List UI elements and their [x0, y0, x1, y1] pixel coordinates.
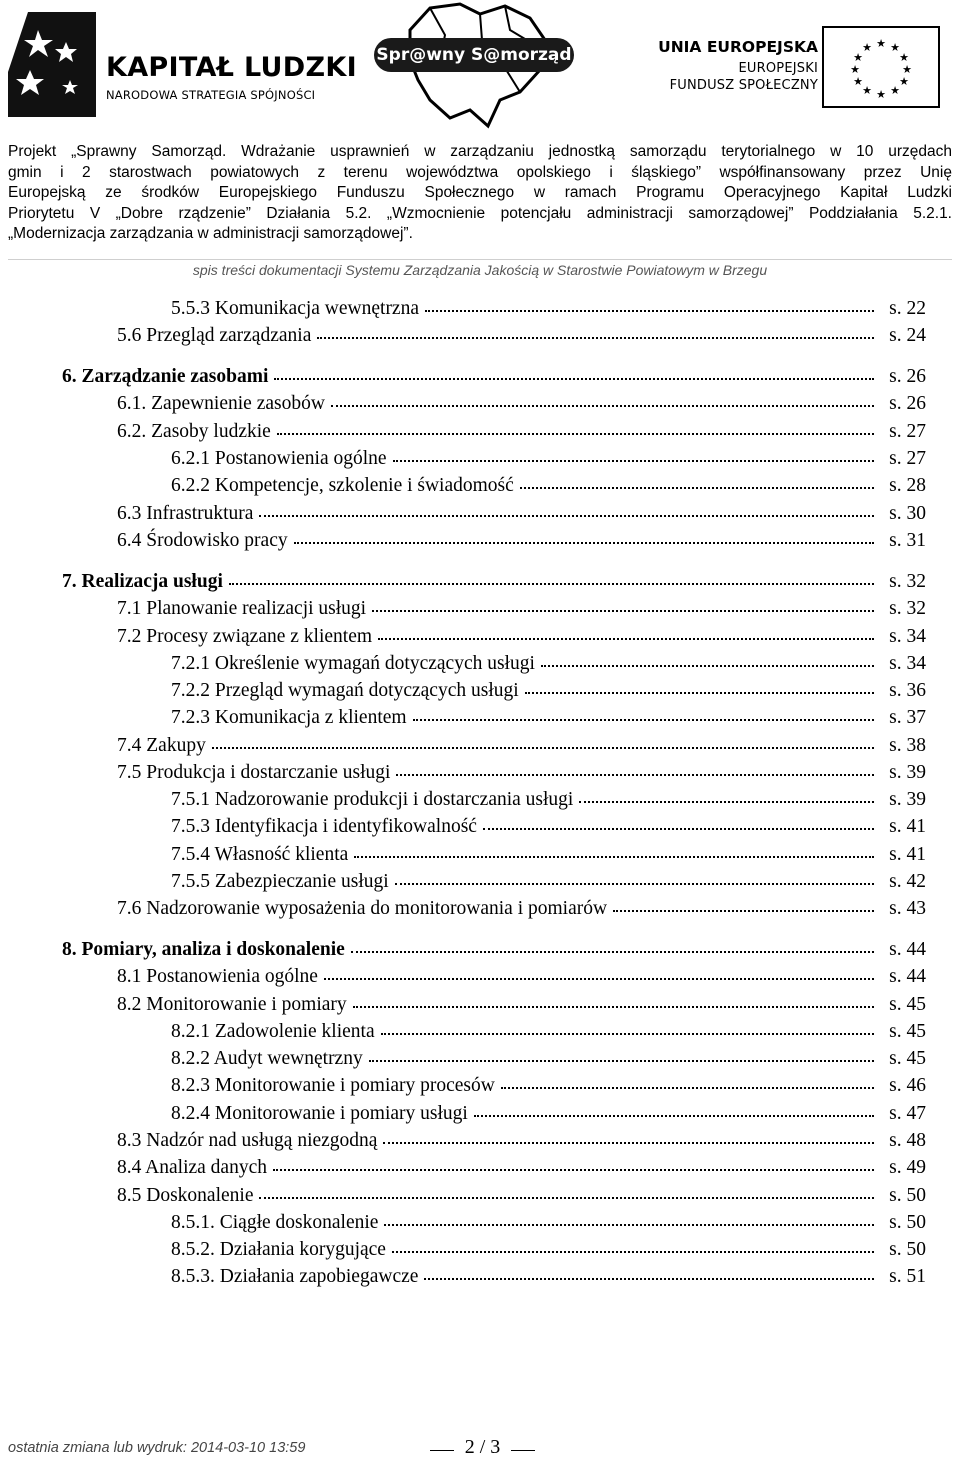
toc-dot-leader [324, 978, 874, 980]
toc-dot-leader [259, 515, 874, 517]
toc-entry-page: s. 48 [889, 1130, 926, 1151]
toc-dot-leader [369, 1060, 874, 1062]
toc-dot-leader [392, 1251, 874, 1253]
toc-entry [117, 421, 926, 447]
svg-text:★: ★ [899, 75, 909, 88]
toc-dot-leader [294, 542, 874, 544]
kapital-ludzki-subtitle: NARODOWA STRATEGIA SPÓJNOŚCI [106, 88, 316, 102]
toc-entry [171, 871, 926, 897]
toc-entry [171, 789, 926, 815]
toc-entry-page: s. 36 [889, 680, 926, 701]
toc-entry-title: 8.4 Analiza danych [117, 1157, 267, 1178]
toc-entry [117, 1185, 926, 1211]
toc-dot-leader [483, 828, 874, 830]
toc-entry-title: 8.1 Postanowienia ogólne [117, 966, 318, 987]
toc-entry-page: s. 38 [889, 735, 926, 756]
project-description [8, 142, 952, 245]
toc-dot-leader [396, 774, 874, 776]
project-line: gmin i 2 starostwach powiatowych z terenu województwa opolskiego i śląskiego” współfinansowany przez Unię [8, 163, 952, 181]
toc-entry [62, 366, 926, 392]
toc-dot-leader [393, 460, 874, 462]
toc-entry-title: 7.2.1 Określenie wymagań dotyczących usługi [171, 653, 535, 674]
toc-entry [117, 966, 926, 992]
toc-dot-leader [579, 801, 874, 803]
toc-dot-leader [317, 337, 874, 339]
toc-entry-title: 6.2. Zasoby ludzkie [117, 421, 271, 442]
toc-entry-title: 7.5.1 Nadzorowanie produkcji i dostarczania usługi [171, 789, 574, 810]
toc-entry [171, 298, 926, 324]
svg-text:★: ★ [890, 84, 900, 97]
toc-entry-title: 8.5 Doskonalenie [117, 1185, 254, 1206]
toc-entry-title: 8.2 Monitorowanie i pomiary [117, 994, 347, 1015]
toc-dot-leader [474, 1115, 874, 1117]
project-line: Priorytetu V „Dobre rządzenie” Działania 5.2. „Wzmocnienie potencjału administracji samorządowej” Poddziałania 5.2.1. [8, 204, 952, 222]
toc-entry-page: s. 39 [889, 762, 926, 783]
sprawny-samorzad-text: Spr@wny S@morząd [376, 45, 572, 65]
svg-text:★: ★ [876, 88, 886, 101]
kapital-ludzki-logo [8, 12, 357, 117]
svg-text:★: ★ [862, 84, 872, 97]
toc-dot-leader [277, 433, 874, 435]
toc-entry-page: s. 34 [889, 653, 926, 674]
document-subtitle: spis treści dokumentacji Systemu Zarządzania Jakością w Starostwie Powiatowym w Brzegu [192, 262, 768, 278]
toc-entry [171, 653, 926, 679]
toc-entry-title: 8. Pomiary, analiza i doskonalenie [62, 939, 345, 960]
eu-line-1: UNIA EUROPEJSKA [658, 38, 818, 56]
toc-entry-page: s. 26 [889, 366, 926, 387]
toc-entry [171, 1266, 926, 1292]
toc-entry [117, 898, 926, 924]
toc-entry [117, 503, 926, 529]
toc-entry-page: s. 50 [889, 1185, 926, 1206]
toc-entry [171, 448, 926, 474]
toc-dot-leader [331, 405, 874, 407]
toc-dot-leader [273, 1169, 874, 1171]
toc-entry [117, 762, 926, 788]
toc-entry-title: 6. Zarządzanie zasobami [62, 366, 269, 387]
toc-entry-page: s. 34 [889, 626, 926, 647]
toc-entry-page: s. 26 [889, 393, 926, 414]
toc-entry [171, 1103, 926, 1129]
toc-entry-title: 7.5.4 Własność klienta [171, 844, 349, 865]
toc-entry [117, 994, 926, 1020]
toc-entry-page: s. 24 [889, 325, 926, 346]
toc-entry-title: 6.1. Zapewnienie zasobów [117, 393, 325, 414]
toc-dot-leader [259, 1197, 874, 1199]
toc-entry-page: s. 46 [889, 1075, 926, 1096]
toc-entry-title: 7.5 Produkcja i dostarczanie usługi [117, 762, 391, 783]
toc-entry [171, 1021, 926, 1047]
toc-entry-page: s. 45 [889, 1021, 926, 1042]
project-line: Projekt „Sprawny Samorząd. Wdrażanie usprawnień w zarządzaniu jednostką samorządu terytorialnego w 10 urzędach [8, 143, 952, 160]
toc-entry [117, 598, 926, 624]
toc-entry-page: s. 30 [889, 503, 926, 524]
toc-entry-title: 6.3 Infrastruktura [117, 503, 254, 524]
toc-dot-leader [354, 856, 874, 858]
toc-entry-page: s. 27 [889, 421, 926, 442]
toc-dot-leader [372, 610, 874, 612]
svg-text:★: ★ [853, 51, 863, 64]
toc-entry-page: s. 43 [889, 898, 926, 919]
toc-dot-leader [383, 1142, 874, 1144]
toc-entry-page: s. 27 [889, 448, 926, 469]
toc-dot-leader [274, 378, 874, 380]
toc-entry [62, 571, 926, 597]
toc-entry [171, 1075, 926, 1101]
toc-entry-page: s. 31 [889, 530, 926, 551]
svg-text:★: ★ [890, 41, 900, 54]
svg-text:★: ★ [876, 37, 886, 50]
toc-dot-leader [425, 310, 874, 312]
toc-dot-leader [353, 1006, 874, 1008]
toc-dot-leader [424, 1278, 874, 1280]
toc-entry-page: s. 47 [889, 1103, 926, 1124]
toc-entry-title: 6.4 Środowisko pracy [117, 530, 288, 551]
footer-rule-right [511, 1450, 535, 1451]
toc-dot-leader [378, 638, 874, 640]
svg-text:★: ★ [850, 63, 860, 76]
toc-entry-title: 6.2.2 Kompetencje, szkolenie i świadomość [171, 475, 514, 496]
toc-dot-leader [351, 951, 874, 953]
toc-entry-title: 5.6 Przegląd zarządzania [117, 325, 312, 346]
toc-entry-page: s. 28 [889, 475, 926, 496]
toc-entry-page: s. 44 [889, 966, 926, 987]
toc-entry-title: 5.5.3 Komunikacja wewnętrzna [171, 298, 419, 319]
toc-entry [171, 1239, 926, 1265]
toc-dot-leader [395, 883, 874, 885]
toc-entry [117, 735, 926, 761]
toc-entry-title: 7.4 Zakupy [117, 735, 206, 756]
toc-entry [62, 939, 926, 965]
toc-entry-page: s. 51 [889, 1266, 926, 1287]
toc-entry-page: s. 41 [889, 816, 926, 837]
toc-entry [171, 475, 926, 501]
toc-entry-page: s. 45 [889, 1048, 926, 1069]
toc-entry [117, 530, 926, 556]
project-line: Europejską ze środków Europejskiego Funduszu Społecznego w ramach Programu Operacyjnego Kapitał Ludzki [8, 184, 952, 202]
eu-line-2: EUROPEJSKI [738, 61, 818, 76]
toc-entry-title: 6.2.1 Postanowienia ogólne [171, 448, 387, 469]
toc-entry [117, 393, 926, 419]
toc-entry-page: s. 39 [889, 789, 926, 810]
toc-dot-leader [613, 910, 874, 912]
toc-entry-page: s. 37 [889, 707, 926, 728]
toc-entry [171, 816, 926, 842]
toc-entry [117, 1130, 926, 1156]
last-change-note: ostatnia zmiana lub wydruk: 2014-03-10 13:59 [8, 1440, 306, 1456]
toc-entry-title: 8.3 Nadzór nad usługą niezgodną [117, 1130, 378, 1151]
toc-entry-page: s. 50 [889, 1212, 926, 1233]
toc-dot-leader [229, 583, 874, 585]
toc-entry [117, 1157, 926, 1183]
toc-entry-title: 8.2.1 Zadowolenie klienta [171, 1021, 375, 1042]
toc-entry-title: 7.6 Nadzorowanie wyposażenia do monitorowania i pomiarów [117, 898, 608, 919]
project-line: „Modernizacja zarządzania w administracji samorządowej”. [8, 225, 413, 243]
toc-entry-title: 8.2.4 Monitorowanie i pomiary usługi [171, 1103, 468, 1124]
toc-entry-title: 7.1 Planowanie realizacji usługi [117, 598, 367, 619]
toc-entry-page: s. 45 [889, 994, 926, 1015]
toc-dot-leader [384, 1224, 874, 1226]
svg-text:★: ★ [853, 75, 863, 88]
toc-dot-leader [413, 719, 874, 721]
toc-entry-page: s. 22 [889, 298, 926, 319]
toc-entry [171, 707, 926, 733]
toc-entry-page: s. 50 [889, 1239, 926, 1260]
toc-entry-page: s. 32 [889, 571, 926, 592]
header-divider [8, 259, 952, 260]
toc-entry-title: 8.5.3. Działania zapobiegawcze [171, 1266, 419, 1287]
toc-entry-page: s. 42 [889, 871, 926, 892]
toc-entry-title: 7. Realizacja usługi [62, 571, 223, 592]
logo-bar [0, 0, 960, 135]
toc-dot-leader [381, 1033, 874, 1035]
toc-entry-title: 8.2.2 Audyt wewnętrzny [171, 1048, 363, 1069]
svg-text:★: ★ [862, 41, 872, 54]
toc-entry [171, 1212, 926, 1238]
toc-entry-title: 8.2.3 Monitorowanie i pomiary procesów [171, 1075, 495, 1096]
toc-entry-page: s. 41 [889, 844, 926, 865]
toc-dot-leader [520, 487, 874, 489]
toc-entry [171, 844, 926, 870]
toc-entry-title: 8.5.2. Działania korygujące [171, 1239, 386, 1260]
svg-text:★: ★ [902, 63, 912, 76]
toc-entry [117, 626, 926, 652]
toc-entry [117, 325, 926, 351]
toc-entry-title: 7.5.3 Identyfikacja i identyfikowalność [171, 816, 477, 837]
svg-text:★: ★ [899, 51, 909, 64]
toc-dot-leader [212, 747, 874, 749]
eu-line-3: FUNDUSZ SPOŁECZNY [669, 78, 818, 93]
sprawny-samorzad-logo [370, 0, 600, 130]
kapital-ludzki-title: KAPITAŁ LUDZKI [106, 52, 357, 83]
toc-entry-page: s. 32 [889, 598, 926, 619]
toc-entry-title: 7.5.5 Zabezpieczanie usługi [171, 871, 389, 892]
toc-entry-title: 8.5.1. Ciągłe doskonalenie [171, 1212, 379, 1233]
toc-dot-leader [541, 665, 874, 667]
eu-logo [640, 26, 950, 110]
kapital-ludzki-emblem-icon [8, 12, 96, 117]
toc-entry-page: s. 49 [889, 1157, 926, 1178]
eu-flag-icon [822, 26, 940, 108]
toc-entry-page: s. 44 [889, 939, 926, 960]
toc-dot-leader [525, 692, 874, 694]
toc-entry-title: 7.2 Procesy związane z klientem [117, 626, 373, 647]
page-number: 2 / 3 [464, 1436, 501, 1458]
toc-entry-title: 7.2.3 Komunikacja z klientem [171, 707, 407, 728]
toc-entry [171, 680, 926, 706]
toc-entry-title: 7.2.2 Przegląd wymagań dotyczących usługi [171, 680, 519, 701]
toc-entry [171, 1048, 926, 1074]
toc-dot-leader [501, 1087, 874, 1089]
